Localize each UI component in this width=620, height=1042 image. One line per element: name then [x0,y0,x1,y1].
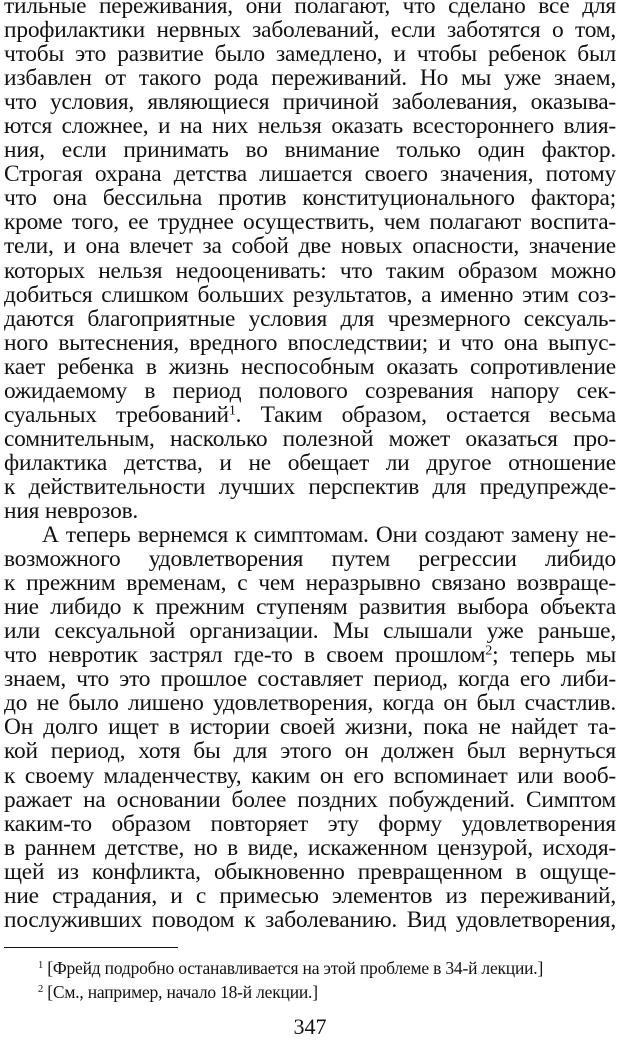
text-line: ния, если принимать во внимание только один фактор. [4,137,616,164]
text-line: к своему младенчеству, каким он его вспоминает или вооб- [4,762,616,789]
page-number: 347 [293,1014,327,1039]
text-line: ния неврозов. [4,497,139,524]
text-line: к прежним временам, с чем неразрывно связано возвраще- [4,570,616,597]
text-line: ного вытеснения, вредного впоследствии; и что она выпус- [4,329,616,356]
text-line: добиться слишком больших результатов, а именно этим соз- [4,281,616,308]
text-line: что она бессильна против конституционального фактора; [4,185,616,212]
text-line: профилактики нервных заболеваний, если заботятся о том, [4,17,616,44]
text-line: знаем, что это прошлое составляет период, когда его либи- [4,666,616,693]
text-line: которых нельзя недооценивать: что таким образом можно [4,257,616,284]
text-line: ражает на основании более поздних побуждений. Симптом [4,786,616,813]
text-fragment: что невротик застрял где-то в своем прошлом [4,642,486,669]
text-line: возможного удовлетворения путем регрессии либидо [4,546,616,573]
text-line: тильные переживания, они полагают, что сделано все для [4,0,616,19]
text-fragment: суальных требований [4,401,229,428]
text-fragment: ; теперь мы [492,642,616,669]
text-line: в раннем детстве, но в виде, искаженном цензурой, исходя- [4,834,616,861]
footnote-marker[interactable]: 2 [485,642,493,659]
text-line: к действительности лучших перспектив для предупрежде- [4,473,616,500]
body-text [4,0,616,932]
footnote-2 [38,980,618,1004]
text-line: послуживших поводом к заболеванию. Вид удовлетворения, [4,906,616,933]
text-line: сомнительным, насколько полезной может оказаться про- [4,425,616,452]
footnote-number: 1 [38,960,44,972]
text-line: щей из конфликта, обыкновенно превращенном в ощуще- [4,858,616,885]
text-line: ние либидо к прежним ступеням развития выбора объекта [4,594,616,621]
text-line: кает ребенка в жизнь неспособным оказать сопротивление [4,353,616,380]
text-fragment: . Таким образом, остается весьма [235,401,616,428]
text-line-with-note [4,643,616,667]
footnotes [38,956,618,1004]
text-line: филактика детства, и не обещает ли другое отношение [4,449,616,476]
footnote-text: [См., например, начало 18-й лекции.] [43,982,318,1002]
text-line: или сексуальной организации. Мы слышали уже раньше, [4,618,616,645]
text-line: ожидаемому в период полового созревания напору сек- [4,377,616,404]
text-line: даются благоприятные условия для чрезмерного сексуаль- [4,305,616,332]
text-line: чтобы это развитие было замедлено, и чтобы ребенок был [4,41,616,68]
text-line: Он долго ищет в истории своей жизни, пока не найдет та- [4,714,616,741]
footnote-divider [4,947,178,948]
footnote-1 [38,956,618,980]
text-line: Строгая охрана детства лишается своего значения, потому [4,161,616,188]
footnote-marker[interactable]: 1 [228,402,236,419]
text-line: избавлен от такого рода переживаний. Но мы уже знаем, [4,65,616,92]
text-line: ются сложнее, и на них нельзя оказать всестороннего влия- [4,113,616,140]
footnote-text: [Фрейд подробно останавливается на этой проблеме в 34-й лекции.] [43,958,544,978]
text-line-with-note [4,403,616,427]
footnote-number: 2 [38,984,44,996]
text-line: ние страдания, и с примесью элементов из переживаний, [4,882,616,909]
text-line: кой период, хотя бы для этого он должен был вернуться [4,738,616,765]
text-line: что условия, являющиеся причиной заболевания, оказыва- [4,89,616,116]
text-line: кроме того, ее труднее осуществить, чем полагают воспита- [4,209,616,236]
text-line: тели, и она влечет за собой две новых опасности, значение [4,233,616,260]
text-line: каким-то образом повторяет эту форму удовлетворения [4,810,616,837]
text-line: до не было лишено удовлетворения, когда он был счастлив. [4,690,616,717]
text-line: А теперь вернемся к симптомам. Они создают замену не- [42,522,616,549]
